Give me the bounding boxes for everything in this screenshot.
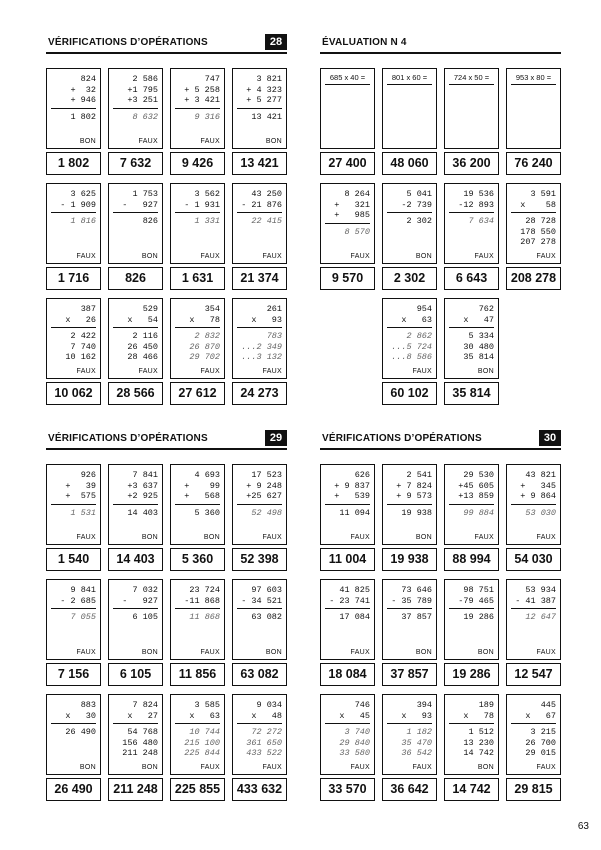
computed-result: 17 084 xyxy=(339,612,370,622)
operation-box xyxy=(170,464,225,545)
operation: 529 x 54 xyxy=(127,304,158,325)
section-number-badge: 29 xyxy=(265,430,287,446)
section-title: ÉVALUATION N 4 xyxy=(322,37,407,48)
operation-box xyxy=(382,464,437,545)
operation: 3 821 + 4 323 + 5 277 xyxy=(246,74,282,105)
section-28 xyxy=(46,36,287,416)
operation-rule xyxy=(175,108,220,109)
computed-result: 6 105 xyxy=(132,612,158,622)
answer-box: 7 632 xyxy=(108,152,163,175)
operation-rule xyxy=(325,608,370,609)
section-header xyxy=(46,432,287,450)
computed-result: 63 082 xyxy=(251,612,282,622)
computed-result: 8 570 xyxy=(344,226,370,237)
operation-rule xyxy=(511,608,556,609)
operation: 926 + 39 + 575 xyxy=(65,470,96,501)
verdict-label: FAUX xyxy=(138,368,158,375)
verdict-label: FAUX xyxy=(536,534,556,541)
section-evaluation-4 xyxy=(320,36,561,416)
answer-box: 35 814 xyxy=(444,382,499,405)
answer-box: 19 286 xyxy=(444,663,499,686)
verdict-label: FAUX xyxy=(200,253,220,260)
operation: 53 934 - 41 387 xyxy=(515,585,556,606)
operation-rule xyxy=(449,608,494,609)
answer-box: 24 273 xyxy=(232,382,287,405)
verdict-label: FAUX xyxy=(536,253,556,260)
operation-rule xyxy=(387,504,432,505)
answer-box: 28 566 xyxy=(108,382,163,405)
operation-rule xyxy=(325,223,370,224)
operation: 7 032 - 927 xyxy=(122,585,158,606)
operation: 387 x 26 xyxy=(65,304,96,325)
verdict-label: BON xyxy=(79,764,96,771)
operation-box xyxy=(382,579,437,660)
answer-box: 60 102 xyxy=(382,382,437,405)
computed-result: 2 116 26 450 28 466 xyxy=(127,331,158,362)
answer-box: 1 540 xyxy=(46,548,101,571)
answer-box: 5 360 xyxy=(170,548,225,571)
answer-box: 21 374 xyxy=(232,267,287,290)
operation-rule xyxy=(113,327,158,328)
operation: 43 821 + 345 + 9 864 xyxy=(520,470,556,501)
computed-result: 13 421 xyxy=(251,111,282,122)
answer-box: 1 716 xyxy=(46,267,101,290)
operation-rule xyxy=(449,327,494,328)
answer-box: 52 398 xyxy=(232,548,287,571)
operation-rule xyxy=(387,723,432,724)
verdict-label: FAUX xyxy=(536,649,556,656)
computed-result: 5 360 xyxy=(194,507,220,518)
operation-box xyxy=(46,464,101,545)
answer-box: 27 400 xyxy=(320,152,375,175)
verdict-label: BON xyxy=(141,534,158,541)
computed-result: 3 215 26 700 29 015 xyxy=(525,727,556,758)
operation-rule xyxy=(237,212,282,213)
answer-box: 33 570 xyxy=(320,778,375,801)
answer-box: 2 302 xyxy=(382,267,437,290)
computed-result: 10 744 215 100 225 844 xyxy=(184,727,220,758)
answer-box: 14 742 xyxy=(444,778,499,801)
answer-box: 36 642 xyxy=(382,778,437,801)
operation-prompt: 724 x 50 = xyxy=(449,73,494,85)
operation: 883 x 30 xyxy=(65,700,96,721)
operation-box xyxy=(108,183,163,264)
computed-result: 9 316 xyxy=(194,111,220,122)
operation-rule xyxy=(113,723,158,724)
answer-box: 29 815 xyxy=(506,778,561,801)
answer-box: 10 062 xyxy=(46,382,101,405)
answer-box: 76 240 xyxy=(506,152,561,175)
operation: 824 + 32 + 946 xyxy=(70,74,96,105)
operation-box xyxy=(46,694,101,775)
computed-result: 19 938 xyxy=(401,507,432,518)
operation-rule xyxy=(325,723,370,724)
operation-box xyxy=(46,579,101,660)
operation-box xyxy=(46,68,101,149)
section-number-badge: 28 xyxy=(265,34,287,50)
answer-box: 12 547 xyxy=(506,663,561,686)
answer-box: 14 403 xyxy=(108,548,163,571)
operation-box xyxy=(506,183,561,264)
computed-result: 37 857 xyxy=(401,612,432,622)
operation-prompt: 953 x 80 = xyxy=(511,73,556,85)
verdict-label: FAUX xyxy=(200,764,220,771)
operation-prompt: 801 x 60 = xyxy=(387,73,432,85)
computed-result: 2 862 ...5 724 ...8 586 xyxy=(391,331,432,362)
answer-box: 6 105 xyxy=(108,663,163,686)
answer-box: 13 421 xyxy=(232,152,287,175)
operation-box xyxy=(108,579,163,660)
verdict-label: FAUX xyxy=(76,253,96,260)
answer-box: 433 632 xyxy=(232,778,287,801)
verdict-label: BON xyxy=(415,649,432,656)
answer-box: 88 994 xyxy=(444,548,499,571)
computed-result: 28 728 178 550 207 278 xyxy=(520,216,556,247)
computed-result: 1 802 xyxy=(70,111,96,122)
operation-rule xyxy=(237,608,282,609)
operation-box xyxy=(232,464,287,545)
operation-rule xyxy=(175,212,220,213)
operation-rule xyxy=(325,504,370,505)
verdict-label: BON xyxy=(203,534,220,541)
verdict-label: FAUX xyxy=(200,138,220,145)
operation: 9 034 x 48 xyxy=(251,700,282,721)
answer-box: 6 643 xyxy=(444,267,499,290)
section-header xyxy=(46,36,287,54)
verdict-label: BON xyxy=(141,649,158,656)
operation: 394 x 93 xyxy=(401,700,432,721)
computed-result: 11 094 xyxy=(339,507,370,518)
answer-box: 208 278 xyxy=(506,267,561,290)
computed-result: 1 331 xyxy=(194,216,220,226)
computed-result: 54 768 156 480 211 248 xyxy=(122,727,158,758)
computed-result: 1 816 xyxy=(70,216,96,226)
operation: 23 724 -11 868 xyxy=(184,585,220,606)
operation-rule xyxy=(511,212,556,213)
computed-result: 1 512 13 230 14 742 xyxy=(463,727,494,758)
operation-box xyxy=(108,694,163,775)
operation-rule xyxy=(175,327,220,328)
verdict-label: FAUX xyxy=(76,368,96,375)
operation: 97 603 - 34 521 xyxy=(241,585,282,606)
answer-box: 7 156 xyxy=(46,663,101,686)
operation-box xyxy=(444,579,499,660)
operation: 17 523 + 9 248 +25 627 xyxy=(246,470,282,501)
verdict-label: FAUX xyxy=(200,368,220,375)
operation-box xyxy=(170,183,225,264)
operation-rule xyxy=(449,212,494,213)
computed-result: 72 272 361 650 433 522 xyxy=(246,727,282,758)
verdict-label: BON xyxy=(141,764,158,771)
operation: 7 841 +3 637 +2 925 xyxy=(127,470,158,501)
computed-result: 11 868 xyxy=(189,612,220,622)
operation-box xyxy=(444,68,499,149)
verdict-label: BON xyxy=(265,649,282,656)
operation-box xyxy=(320,694,375,775)
operation-box xyxy=(108,464,163,545)
operation-box xyxy=(170,68,225,149)
operation: 4 693 + 99 + 568 xyxy=(184,470,220,501)
section-29 xyxy=(46,432,287,812)
answer-box: 211 248 xyxy=(108,778,163,801)
operation-box xyxy=(320,68,375,149)
answer-box: 19 938 xyxy=(382,548,437,571)
verdict-label: FAUX xyxy=(262,534,282,541)
operation: 626 + 9 837 + 539 xyxy=(334,470,370,501)
operation: 1 753 - 927 xyxy=(122,189,158,210)
computed-result: 26 490 xyxy=(65,727,96,737)
operation: 189 x 78 xyxy=(463,700,494,721)
operation: 3 585 x 63 xyxy=(189,700,220,721)
operation: 445 x 67 xyxy=(525,700,556,721)
section-30 xyxy=(320,432,561,812)
operation-box xyxy=(382,298,437,379)
operation-rule xyxy=(237,504,282,505)
operation-rule xyxy=(51,608,96,609)
operation: 954 x 63 xyxy=(401,304,432,325)
verdict-label: BON xyxy=(415,253,432,260)
operation-box xyxy=(46,298,101,379)
computed-result: 5 334 30 480 35 814 xyxy=(463,331,494,362)
operation-rule xyxy=(175,608,220,609)
operation-rule xyxy=(113,608,158,609)
operation-rule xyxy=(511,504,556,505)
operation: 354 x 78 xyxy=(189,304,220,325)
verdict-label: BON xyxy=(477,649,494,656)
operation-rule xyxy=(51,212,96,213)
operation: 3 591 x 58 xyxy=(520,189,556,210)
operation: 8 264 + 321 + 985 xyxy=(334,189,370,220)
operation-rule xyxy=(51,504,96,505)
section-number-badge: 30 xyxy=(539,430,561,446)
operation-box xyxy=(170,298,225,379)
operation: 3 562 - 1 931 xyxy=(184,189,220,210)
operation-box xyxy=(506,694,561,775)
verdict-label: FAUX xyxy=(350,253,370,260)
operation: 73 646 - 35 789 xyxy=(391,585,432,606)
verdict-label: FAUX xyxy=(262,253,282,260)
operation-box xyxy=(444,464,499,545)
operation-rule xyxy=(113,108,158,109)
page-number: 63 xyxy=(577,821,589,832)
operation-box xyxy=(232,183,287,264)
operation-rule xyxy=(175,504,220,505)
verdict-label: FAUX xyxy=(412,368,432,375)
verdict-label: FAUX xyxy=(350,649,370,656)
operation-rule xyxy=(51,723,96,724)
operation-box xyxy=(320,464,375,545)
computed-result: 52 498 xyxy=(251,507,282,518)
operation-box xyxy=(46,183,101,264)
operation-box xyxy=(170,579,225,660)
operation-rule xyxy=(175,723,220,724)
verdict-label: BON xyxy=(477,368,494,375)
operation: 261 x 93 xyxy=(251,304,282,325)
verdict-label: FAUX xyxy=(262,764,282,771)
operation-box xyxy=(232,694,287,775)
operation: 5 041 -2 739 xyxy=(401,189,432,210)
computed-result: 22 415 xyxy=(251,216,282,226)
computed-result: 826 xyxy=(142,216,158,226)
verdict-label: FAUX xyxy=(536,764,556,771)
answer-box: 11 856 xyxy=(170,663,225,686)
answer-box: 63 082 xyxy=(232,663,287,686)
operation-rule xyxy=(51,108,96,109)
computed-result: 3 740 29 840 33 580 xyxy=(339,727,370,758)
verdict-label: FAUX xyxy=(474,253,494,260)
verdict-label: BON xyxy=(265,138,282,145)
operation-box xyxy=(382,183,437,264)
answer-box: 11 004 xyxy=(320,548,375,571)
answer-box: 18 084 xyxy=(320,663,375,686)
operation: 3 625 - 1 909 xyxy=(60,189,96,210)
answer-box: 36 200 xyxy=(444,152,499,175)
computed-result: 8 632 xyxy=(132,111,158,122)
operation: 762 x 47 xyxy=(463,304,494,325)
answer-box: 9 570 xyxy=(320,267,375,290)
answer-box: 48 060 xyxy=(382,152,437,175)
operation: 19 536 -12 893 xyxy=(458,189,494,210)
operation-rule xyxy=(237,723,282,724)
operation-box xyxy=(108,68,163,149)
operation: 29 530 +45 605 +13 859 xyxy=(458,470,494,501)
operation: 43 250 - 21 876 xyxy=(241,189,282,210)
answer-box: 1 802 xyxy=(46,152,101,175)
operation-box xyxy=(108,298,163,379)
operation: 41 825 - 23 741 xyxy=(329,585,370,606)
computed-result: 7 634 xyxy=(468,216,494,226)
verdict-label: FAUX xyxy=(350,534,370,541)
verdict-label: FAUX xyxy=(262,368,282,375)
operation-box xyxy=(232,68,287,149)
operation-prompt: 685 x 40 = xyxy=(325,73,370,85)
verdict-label: FAUX xyxy=(138,138,158,145)
operation-rule xyxy=(449,723,494,724)
operation-box xyxy=(320,579,375,660)
computed-result: 783 ...2 349 ...3 132 xyxy=(241,331,282,362)
operation-box xyxy=(444,298,499,379)
operation-rule xyxy=(387,608,432,609)
operation-box xyxy=(444,183,499,264)
answer-box: 37 857 xyxy=(382,663,437,686)
operation-box xyxy=(170,694,225,775)
answer-box: 826 xyxy=(108,267,163,290)
operation-rule xyxy=(113,504,158,505)
operation: 9 841 - 2 685 xyxy=(60,585,96,606)
answer-box: 1 631 xyxy=(170,267,225,290)
verdict-label: FAUX xyxy=(350,764,370,771)
verdict-label: BON xyxy=(415,534,432,541)
operation-rule xyxy=(387,327,432,328)
verdict-label: BON xyxy=(141,253,158,260)
operation-rule xyxy=(51,327,96,328)
operation: 2 541 + 7 824 + 9 573 xyxy=(396,470,432,501)
operation: 7 824 x 27 xyxy=(127,700,158,721)
computed-result: 19 286 xyxy=(463,612,494,622)
operation: 98 751 -79 465 xyxy=(458,585,494,606)
section-title: VÉRIFICATIONS D’OPÉRATIONS xyxy=(48,37,208,48)
computed-result: 7 055 xyxy=(70,612,96,622)
answer-box: 26 490 xyxy=(46,778,101,801)
computed-result: 2 422 7 740 10 162 xyxy=(65,331,96,362)
operation-box xyxy=(506,68,561,149)
computed-result: 12 647 xyxy=(525,612,556,622)
answer-box: 27 612 xyxy=(170,382,225,405)
computed-result: 99 884 xyxy=(463,507,494,518)
verdict-label: FAUX xyxy=(200,649,220,656)
operation: 2 586 +1 795 +3 251 xyxy=(127,74,158,105)
computed-result: 2 832 26 870 29 702 xyxy=(189,331,220,362)
answer-box: 54 030 xyxy=(506,548,561,571)
operation-box xyxy=(382,694,437,775)
section-header xyxy=(320,36,561,54)
verdict-label: FAUX xyxy=(76,534,96,541)
operation-box xyxy=(320,183,375,264)
operation-rule xyxy=(113,212,158,213)
operation-rule xyxy=(237,108,282,109)
operation-box xyxy=(444,694,499,775)
answer-box: 225 855 xyxy=(170,778,225,801)
computed-result: 14 403 xyxy=(127,507,158,518)
operation: 747 + 5 258 + 3 421 xyxy=(184,74,220,105)
answer-box: 9 426 xyxy=(170,152,225,175)
operation-box xyxy=(506,579,561,660)
operation-box xyxy=(506,464,561,545)
operation-box xyxy=(382,68,437,149)
operation-rule xyxy=(237,327,282,328)
verdict-label: FAUX xyxy=(474,534,494,541)
operation-rule xyxy=(511,723,556,724)
verdict-label: BON xyxy=(79,138,96,145)
section-title: VÉRIFICATIONS D’OPÉRATIONS xyxy=(48,433,208,444)
operation: 746 x 45 xyxy=(339,700,370,721)
verdict-label: BON xyxy=(477,764,494,771)
operation-rule xyxy=(387,212,432,213)
computed-result: 1 182 35 470 36 542 xyxy=(401,727,432,758)
section-header xyxy=(320,432,561,450)
computed-result: 53 030 xyxy=(525,507,556,518)
operation-box xyxy=(232,579,287,660)
operation-box xyxy=(232,298,287,379)
computed-result: 2 302 xyxy=(406,216,432,226)
section-title: VÉRIFICATIONS D’OPÉRATIONS xyxy=(322,433,482,444)
computed-result: 1 531 xyxy=(70,507,96,518)
verdict-label: FAUX xyxy=(412,764,432,771)
verdict-label: FAUX xyxy=(76,649,96,656)
operation-rule xyxy=(449,504,494,505)
